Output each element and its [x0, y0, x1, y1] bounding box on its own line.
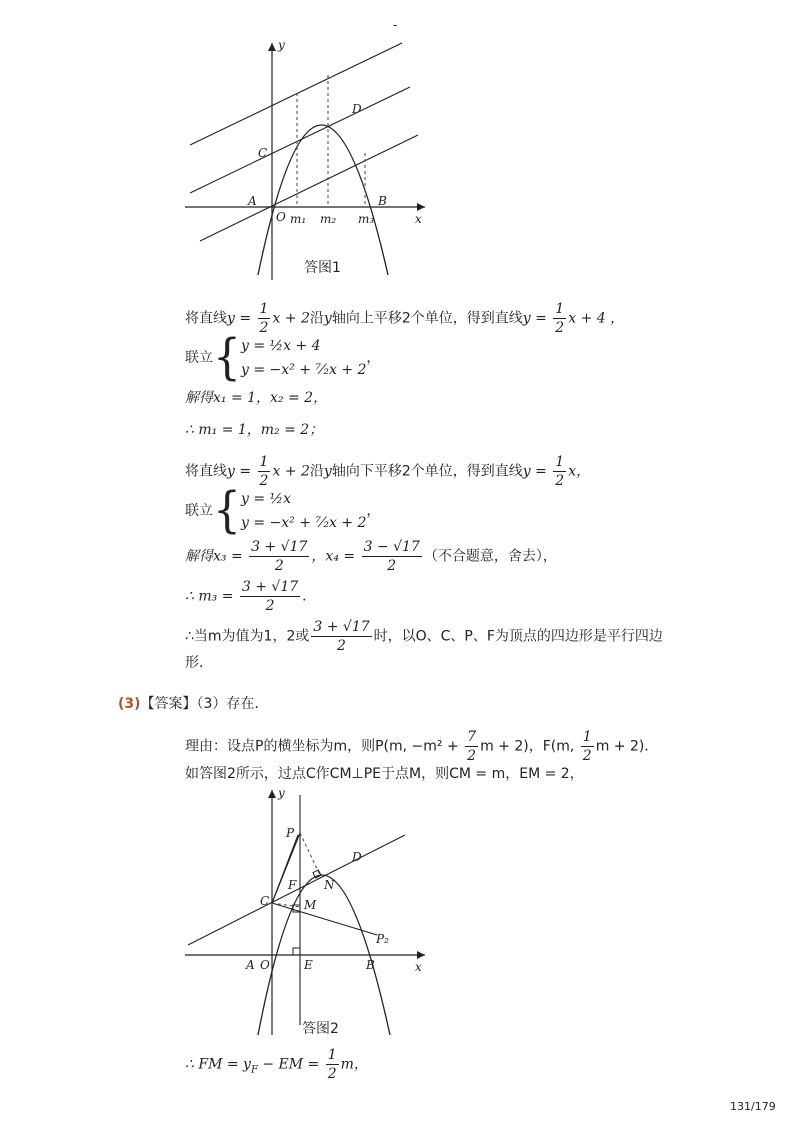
fraction-half: [553, 300, 566, 337]
system-rows: [241, 334, 366, 382]
fig1-label-D: D: [352, 102, 362, 116]
fig1-label-C: C: [258, 146, 268, 160]
text: 将直线: [185, 310, 227, 327]
solve-2: [185, 538, 557, 575]
fig2-label-O: O: [260, 958, 270, 972]
fig2-label-D: D: [352, 850, 362, 864]
num: 1: [259, 301, 269, 317]
fig2-label-y: y: [278, 786, 285, 800]
conclusion-cont: 形．: [185, 655, 213, 671]
den: 2: [274, 558, 284, 574]
text: m + 2)．: [595, 738, 659, 755]
fig1-label-A: A: [248, 194, 257, 208]
fig2-label-P2: P₂: [376, 932, 389, 946]
fig1-label-O: O: [276, 210, 286, 224]
system-2: [185, 482, 381, 539]
answer-label: 【答案】: [140, 696, 197, 712]
fig1-label-x: x: [415, 212, 422, 226]
text: 沿: [309, 310, 324, 327]
text: 沿: [309, 463, 324, 480]
fig1-label-B: B: [378, 194, 387, 208]
eq: y =: [227, 310, 256, 327]
fig2-label-M: M: [304, 898, 317, 912]
fraction-half: [581, 728, 594, 765]
text: 联立: [185, 350, 213, 366]
reason-line: [185, 728, 658, 765]
fraction-3-plus-sqrt17: [311, 618, 371, 655]
brace: {: [213, 329, 241, 386]
fraction-half: [326, 1046, 339, 1083]
den: 2: [467, 748, 477, 764]
eq: x + 2: [272, 310, 310, 327]
fig2-label-C: C: [260, 894, 270, 908]
figure-1: [180, 35, 440, 285]
system-1: [185, 329, 381, 386]
system-rows: [241, 487, 366, 535]
fig1-label-m3: m₃: [358, 212, 375, 226]
fraction-half: [553, 453, 566, 490]
header-mark: -: [393, 18, 398, 32]
therefore-2: [185, 578, 316, 615]
final-line: [185, 1046, 368, 1083]
den: 2: [337, 638, 346, 654]
den: 2: [327, 1066, 337, 1082]
text: 轴向上平移2个单位，得到直线: [331, 310, 523, 327]
eq: m，: [340, 1056, 368, 1073]
fig2-label-x: x: [415, 960, 422, 974]
shift-up-line: [185, 300, 624, 337]
text: m + 2)，F(m,: [480, 738, 579, 755]
fraction-half: [258, 300, 271, 337]
text: 时，以O、C、P、F为顶点的四边形是平行四边: [373, 628, 663, 645]
fig1-label-m1: m₁: [290, 212, 307, 226]
fraction-3-minus-sqrt17: [362, 538, 422, 575]
figure-2-caption: 答图2: [302, 1021, 339, 1037]
eq: y =: [227, 463, 256, 480]
num: 3 + √17: [251, 539, 308, 555]
fig2-label-E: E: [304, 958, 313, 972]
var: y: [323, 463, 332, 480]
fraction-3-plus-sqrt17: [249, 538, 309, 575]
row: y = ½x: [241, 491, 292, 507]
eq: ∴ FM = y: [185, 1056, 251, 1073]
text: ∴当m为值为1，2或: [185, 628, 310, 645]
text: ，: [366, 503, 381, 519]
den: 2: [582, 748, 592, 764]
num: 1: [259, 454, 269, 470]
text: ，: [366, 350, 381, 366]
text: （不合题意，舍去），: [423, 548, 557, 565]
figure-1-caption: 答图1: [304, 260, 341, 276]
eq: 解得x₃ =: [185, 548, 248, 565]
fig2-label-F: F: [288, 878, 297, 892]
den: 2: [259, 473, 269, 489]
eq: x + 2: [272, 463, 310, 480]
heading: （3）存在．: [196, 696, 269, 712]
figure-2: [180, 785, 440, 1040]
eq: x，: [568, 463, 591, 480]
eq: y =: [522, 310, 552, 327]
brace: {: [213, 482, 241, 539]
row: y = −x² + ⁷⁄₂x + 2: [241, 362, 367, 378]
var: y: [323, 310, 332, 327]
row: y = ½x + 4: [241, 338, 321, 354]
text: 理由：设点P的横坐标为m，则P(m, −m² +: [185, 738, 464, 755]
eq: ∴ m₃ =: [185, 588, 238, 605]
num: 1: [327, 1047, 337, 1063]
num: 3 + √17: [313, 619, 370, 635]
num: 1: [582, 729, 592, 745]
fig2-label-B: B: [366, 958, 375, 972]
fig2-intro: 如答图2所示，过点C作CM⊥PE于点M，则CM = m，EM = 2，: [185, 766, 584, 782]
solve-1: 解得x₁ = 1，x₂ = 2，: [185, 390, 328, 406]
num: 7: [467, 729, 477, 745]
shift-down-line: [185, 453, 590, 490]
conclusion: [185, 618, 663, 655]
den: 2: [555, 320, 565, 336]
eq: y =: [522, 463, 552, 480]
fig2-label-P: P: [286, 826, 295, 840]
num: 1: [555, 454, 565, 470]
den: 2: [555, 473, 565, 489]
fraction-half: [258, 453, 271, 490]
fraction-3-plus-sqrt17: [240, 578, 300, 615]
den: 2: [387, 558, 397, 574]
part3-heading: [118, 694, 268, 714]
row: y = −x² + ⁷⁄₂x + 2: [241, 515, 367, 531]
text: 轴向下平移2个单位，得到直线: [331, 463, 523, 480]
num: 3 − √17: [363, 539, 420, 555]
fig2-label-A: A: [246, 958, 255, 972]
fig1-label-y: y: [278, 38, 285, 52]
eq: − EM =: [257, 1056, 324, 1073]
den: 2: [265, 598, 275, 614]
therefore-1: ∴ m₁ = 1，m₂ = 2；: [185, 422, 324, 438]
subscript: F: [250, 1064, 258, 1076]
eq: ，x₄ =: [311, 548, 360, 565]
text: 将直线: [185, 463, 227, 480]
page-number: 131/179: [730, 1100, 776, 1113]
num: 3 + √17: [241, 579, 299, 595]
num: 1: [555, 301, 565, 317]
text: 联立: [185, 503, 213, 519]
text: ．: [302, 588, 317, 605]
fig2-label-N: N: [324, 878, 335, 892]
question-tag: (3): [118, 696, 141, 712]
den: 2: [259, 320, 269, 336]
fraction-7-2: [465, 728, 478, 765]
eq: x + 4 ，: [568, 310, 625, 327]
fig1-label-m2: m₂: [320, 212, 337, 226]
